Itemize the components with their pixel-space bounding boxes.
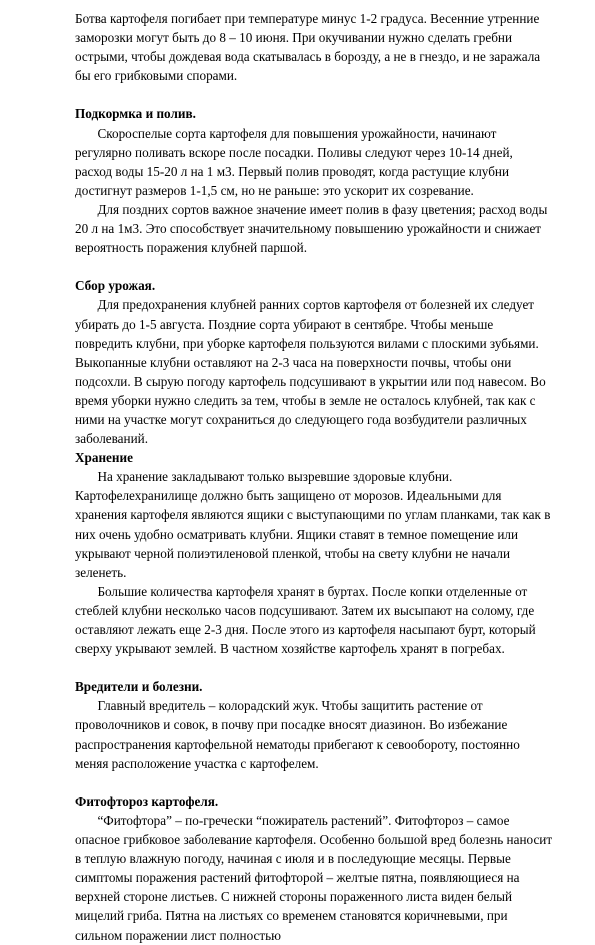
spacer [75, 773, 553, 792]
spacer [75, 658, 553, 677]
paragraph-frost: Ботва картофеля погибает при температуре минус 1-2 градуса. Весенние утренние заморозки могут быть до 8 – 10 июня. При окучивании нужно сделать гребни острыми, чтобы дождевая вода скатывалась в борозду, а не в гнездо, и не заражала бы его грибковыми спорами. [75, 11, 541, 84]
paragraph-early-varieties: Скороспелые сорта картофеля для повышения урожайности, начинают регулярно поливать вскоре после посадки. Поливы следуют через 10-14 дней, расход воды 15-20 л на 1 м3. Первый полив проводят, когда растущие клубни достигнут размеров 1-1,5 см, но не раньше: это ускорит их созревание. [75, 125, 513, 198]
heading-pests: Вредители и болезни. [75, 679, 203, 695]
paragraph-pests: Главный вредитель – колорадский жук. Чтобы защитить растение от проволочников и совок, в почву при посадке вносят диазинон. Во избежание распространения картофельной нематоды прибегают к севообороту, постоянно меняя расположение участка с картофелем. [75, 698, 520, 771]
paragraph-storage: На хранение закладывают только вызревшие здоровые клубни. Картофелехранилище должно быть защищено от морозов. Идеальными для хранения картофеля являются ящики с выступающими по углам планками, так как в них очень удобно осматривать клубни. Ящики ставят в темное помещение или укрывают черной полиэтиленовой пленкой, чтобы на свету клубни не начали зеленеть. [75, 469, 551, 580]
paragraph-harvest: Для предохранения клубней ранних сортов картофеля от болезней их следует убирать до 1-5 августа. Поздние сорта убирают в сентябре. Чтобы меньше повредить клубни, при уборке картофеля пользуются вилами с плоскими зубьями. Выкопанные клубни оставляют на 2-3 часа на поверхности почвы, чтобы они подсохли. В сырую погоду картофель подсушивают в укрытии или под навесом. Во время уборки нужно следить за тем, чтобы в земле не осталось клубней, так как с ними на участке могут сохраниться до следующего года возбудители различных заболеваний. [75, 297, 546, 447]
spacer [75, 85, 553, 104]
document-page [75, 9, 553, 945]
spacer [75, 257, 553, 276]
heading-storage: Хранение [75, 450, 133, 466]
heading-phytophthora: Фитофтороз картофеля. [75, 793, 219, 809]
heading-feeding-watering: Подкормка и полив. [75, 106, 196, 122]
paragraph-late-varieties: Для поздних сортов важное значение имеет полив в фазу цветения; расход воды 20 л на 1м3. Это способствует значительному повышению урожайности и снижает вероятность поражения клубней паршой. [75, 201, 548, 256]
paragraph-phytophthora: “Фитофтора” – по-гречески “пожиратель растений”. Фитофтороз – самое опасное грибковое заболевание картофеля. Особенно большой вред болезнь наносит в теплую влажную погоду, начиная с июля и в последующие месяцы. Первые симптомы поражения растений фитофторой – желтые пятна, появляющиеся на верхней стороне листьев. С нижней стороны пораженного листа виден белый мицелий гриба. Пятна на листьях со временем становятся коричневыми, при сильном поражении лист полностью [75, 812, 553, 943]
paragraph-piles: Большие количества картофеля хранят в буртах. После копки отделенные от стеблей клубни несколько часов подсушивают. Затем их высыпают на солому, где оставляют лежать еще 2-3 дня. После этого из картофеля насыпают бурт, который сверху укрывают землей. В частном хозяйстве картофель хранят в погребах. [75, 583, 536, 657]
heading-harvest: Сбор урожая. [75, 278, 156, 294]
